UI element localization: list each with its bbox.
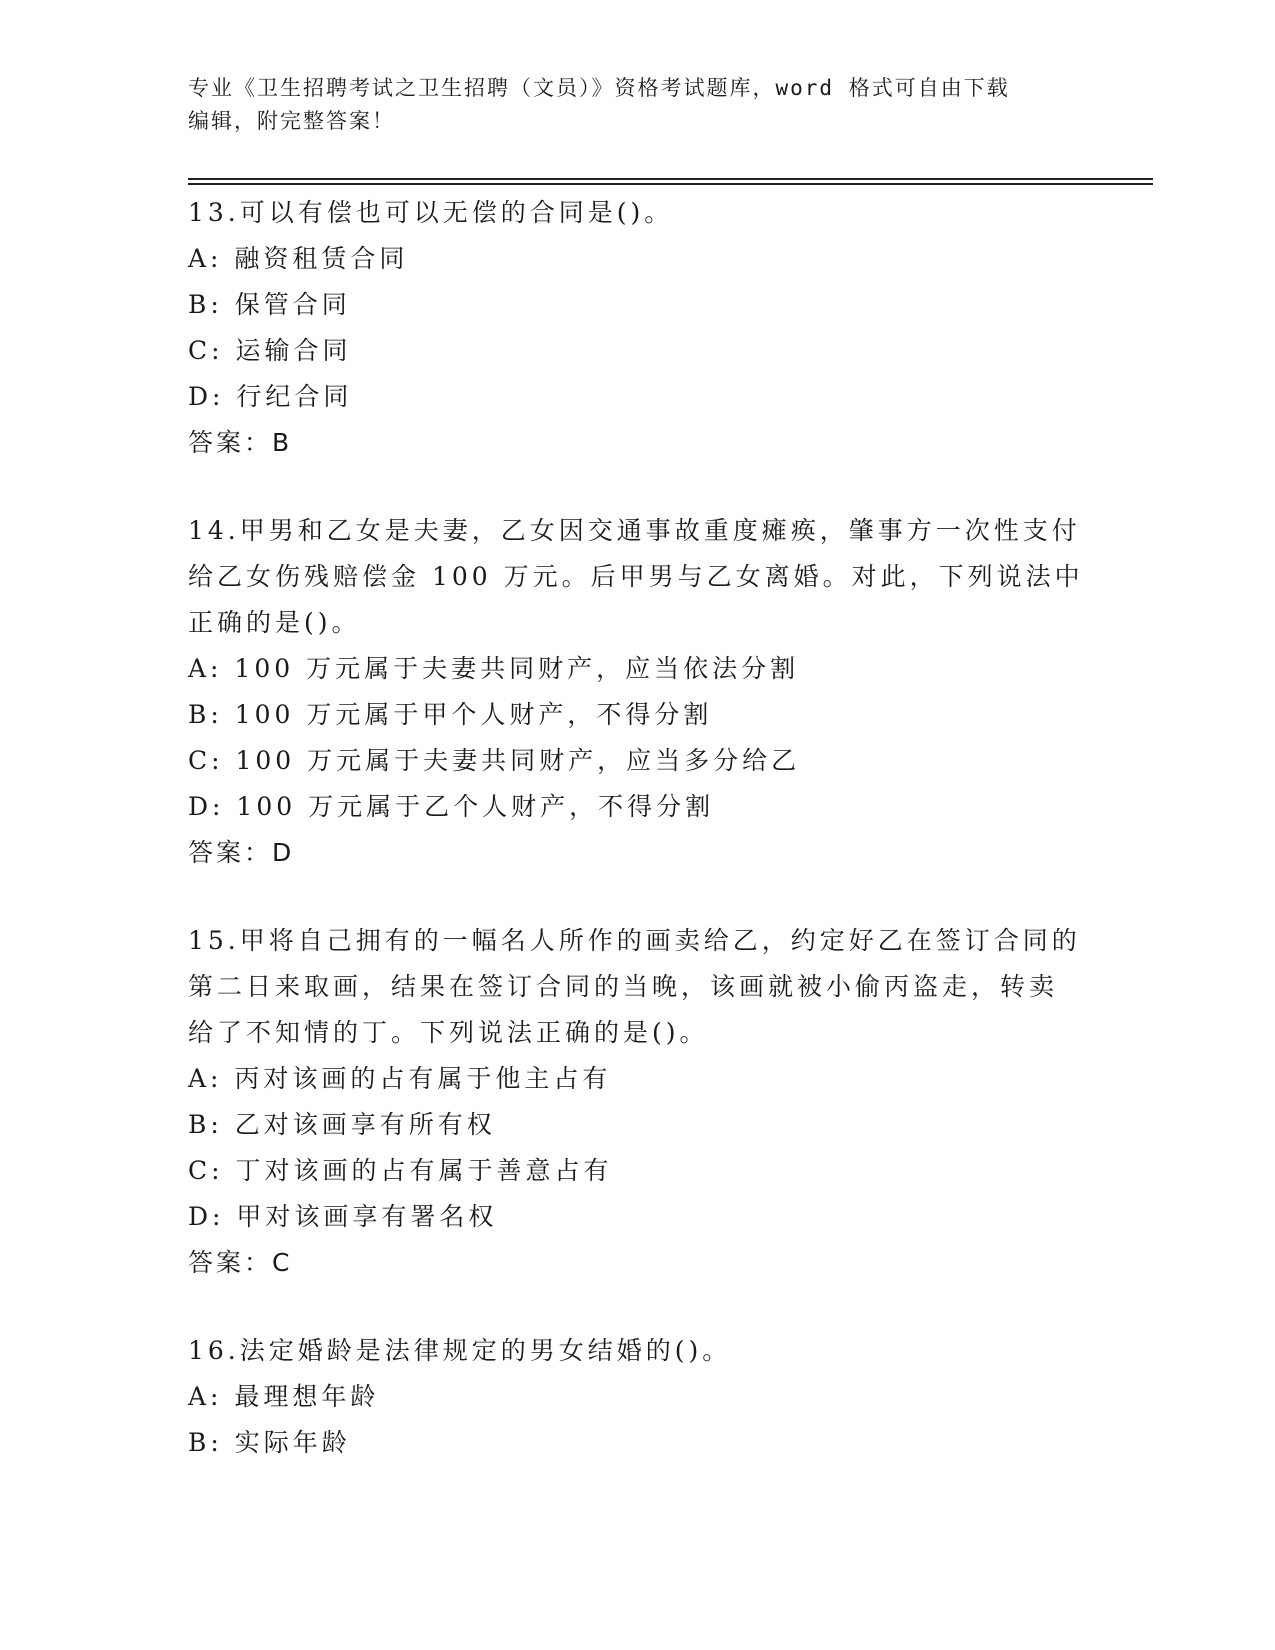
option-c: C: 100 万元属于夫妻共同财产，应当多分给乙 (188, 746, 801, 775)
header-divider-top (188, 178, 1153, 180)
document-header (188, 72, 1068, 138)
option-d: D: 甲对该画享有署名权 (188, 1202, 498, 1231)
question-stem: 第二日来取画，结果在签订合同的当晚，该画就被小偷丙盗走，转卖 (188, 972, 1059, 1001)
option-a: A: 丙对该画的占有属于他主占有 (188, 1064, 612, 1093)
question-13 (188, 190, 1088, 466)
option-d: D: 100 万元属于乙个人财产，不得分割 (188, 792, 715, 821)
answer-label: 答案：C (188, 1248, 293, 1277)
option-a: A: 融资租赁合同 (188, 244, 409, 273)
answer-label: 答案：B (188, 428, 293, 457)
answer-label: 答案：D (188, 838, 295, 867)
question-stem: 13.可以有偿也可以无偿的合同是()。 (188, 198, 674, 227)
question-list (188, 190, 1088, 1466)
question-stem: 给乙女伤残赔偿金 100 万元。后甲男与乙女离婚。对此，下列说法中 (188, 562, 1084, 591)
option-b: B: 实际年龄 (188, 1428, 351, 1457)
question-stem: 14.甲男和乙女是夫妻，乙女因交通事故重度瘫痪，肇事方一次性支付 (188, 516, 1081, 545)
header-line-1: 专业《卫生招聘考试之卫生招聘（文员）》资格考试题库，word 格式可自由下载 (188, 76, 1010, 100)
option-d: D: 行纪合同 (188, 382, 353, 411)
question-14 (188, 508, 1088, 876)
option-b: B: 100 万元属于甲个人财产，不得分割 (188, 700, 713, 729)
option-b: B: 乙对该画享有所有权 (188, 1110, 496, 1139)
question-15 (188, 918, 1088, 1286)
question-stem: 15.甲将自己拥有的一幅名人所作的画卖给乙，约定好乙在签订合同的 (188, 926, 1081, 955)
question-16 (188, 1328, 1088, 1466)
header-line-2: 编辑，附完整答案！ (188, 109, 395, 133)
option-a: A: 最理想年龄 (188, 1382, 380, 1411)
option-b: B: 保管合同 (188, 290, 351, 319)
option-a: A: 100 万元属于夫妻共同财产，应当依法分割 (188, 654, 800, 683)
question-stem: 正确的是()。 (188, 608, 361, 637)
option-c: C: 丁对该画的占有属于善意占有 (188, 1156, 613, 1185)
question-stem: 给了不知情的丁。下列说法正确的是()。 (188, 1018, 709, 1047)
header-divider-bottom (188, 183, 1153, 185)
option-c: C: 运输合同 (188, 336, 352, 365)
question-stem: 16.法定婚龄是法律规定的男女结婚的()。 (188, 1336, 732, 1365)
